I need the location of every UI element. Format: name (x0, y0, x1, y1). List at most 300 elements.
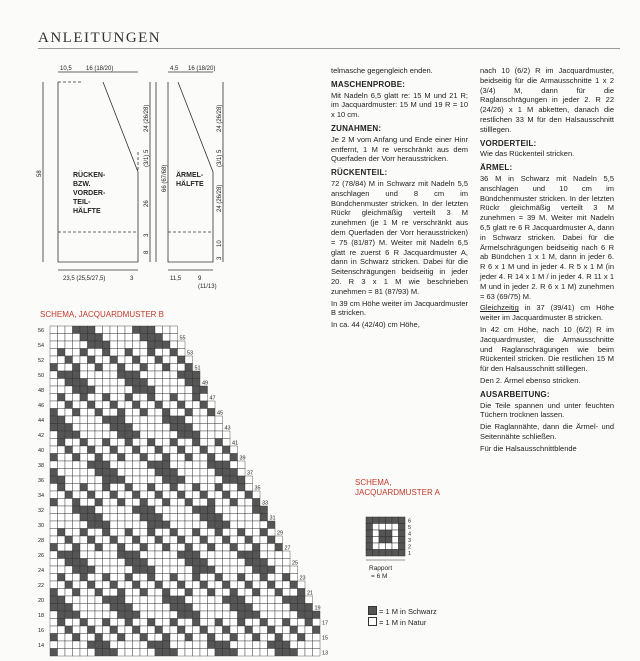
chart-b-cell (73, 649, 81, 657)
chart-b-cell (110, 461, 118, 469)
chart-b-cell (140, 409, 148, 417)
chart-b-cell (193, 551, 201, 559)
chart-b-cell (58, 566, 66, 574)
chart-b-cell (170, 499, 178, 507)
sleeve-bottom-dim-3: (11/13) (198, 284, 217, 290)
chart-b-cell (230, 544, 238, 552)
chart-b-cell (215, 461, 223, 469)
chart-b-cell (208, 589, 216, 597)
chart-b-cell (155, 356, 163, 364)
chart-b-cell (58, 371, 66, 379)
chart-b-cell (95, 499, 103, 507)
chart-b-cell (223, 476, 231, 484)
chart-b-row-label-right: 43 (224, 425, 231, 432)
chart-b-cell (140, 634, 148, 642)
chart-b-cell (283, 589, 291, 597)
chart-b-cell (268, 559, 276, 567)
chart-b-cell (170, 559, 178, 567)
instructions-column-1 (331, 66, 468, 332)
chart-b-cell (65, 484, 73, 492)
chart-b-cell (95, 566, 103, 574)
chart-b-cell (110, 484, 118, 492)
chart-b-cell (118, 364, 126, 372)
chart-b-cell (193, 514, 201, 522)
chart-b-cell (148, 611, 156, 619)
chart-a-cell (386, 543, 393, 550)
chart-b-cell (178, 641, 186, 649)
chart-b-cell (125, 596, 133, 604)
chart-b-cell (193, 559, 201, 567)
chart-b-cell (110, 514, 118, 522)
chart-b-cell (200, 469, 208, 477)
chart-b-cell (58, 416, 66, 424)
chart-b-cell (110, 469, 118, 477)
chart-b-cell (185, 424, 193, 432)
sleeve-height-seg-5: 3 (217, 256, 223, 260)
chart-b-cell (223, 604, 231, 612)
chart-b-cell (58, 394, 66, 402)
chart-b-cell (65, 326, 73, 334)
chart-b-cell (178, 521, 186, 529)
chart-b-row-label-left: 18 (38, 613, 45, 619)
chart-b-cell (50, 371, 58, 379)
chart-b-cell (65, 604, 73, 612)
chart-b-cell (65, 394, 73, 402)
chart-b-cell (178, 364, 186, 372)
chart-b-cell (253, 634, 261, 642)
chart-b-cell (163, 349, 171, 357)
chart-b-cell (140, 364, 148, 372)
chart-b-cell (245, 559, 253, 567)
chart-b-cell (208, 416, 216, 424)
chart-b-cell (185, 469, 193, 477)
chart-b-cell (110, 431, 118, 439)
chart-b-cell (245, 521, 253, 529)
chart-b-cell (65, 386, 73, 394)
chart-b-cell (185, 529, 193, 537)
chart-b-cell (155, 506, 163, 514)
chart-b-cell (125, 454, 133, 462)
chart-b-cell (95, 596, 103, 604)
chart-b-cell (148, 544, 156, 552)
chart-b-cell (110, 341, 118, 349)
chart-b-cell (58, 521, 66, 529)
chart-b-cell (125, 379, 133, 387)
chart-a-cell (399, 524, 406, 531)
chart-b-cell (125, 394, 133, 402)
chart-b-cell (148, 641, 156, 649)
chart-b-cell (118, 559, 126, 567)
chart-b-cell (103, 334, 111, 342)
chart-b-cell (200, 424, 208, 432)
chart-b-cell (80, 454, 88, 462)
chart-b-cell (268, 566, 276, 574)
chart-b-cell (110, 379, 118, 387)
chart-b-cell (178, 596, 186, 604)
chart-b-cell (73, 491, 81, 499)
chart-b-cell (65, 499, 73, 507)
chart-b-cell (110, 446, 118, 454)
chart-b-cell (58, 589, 66, 597)
chart-b-cell (208, 566, 216, 574)
chart-b-cell (245, 589, 253, 597)
chart-b-cell (103, 364, 111, 372)
chart-b-cell (238, 499, 246, 507)
rueckenteil-text-3: In ca. 44 (42/40) cm Höhe, (331, 320, 420, 330)
chart-b-cell (200, 551, 208, 559)
chart-b-cell (208, 649, 216, 657)
chart-b-cell (185, 431, 193, 439)
chart-b-cell (215, 604, 223, 612)
chart-b-cell (155, 491, 163, 499)
chart-b-cell (133, 431, 141, 439)
chart-a-cell (373, 530, 380, 537)
sleeve-label-1: ÄRMEL- (176, 172, 204, 179)
chart-b-cell (178, 379, 186, 387)
chart-b-row-label-right: 17 (322, 620, 329, 627)
chart-b-cell (215, 484, 223, 492)
chart-b-cell (118, 589, 126, 597)
chart-b-cell (110, 364, 118, 372)
chart-b-cell (193, 649, 201, 657)
chart-b-cell (283, 574, 291, 582)
chart-b-cell (223, 649, 231, 657)
chart-b-cell (95, 649, 103, 657)
chart-b-cell (110, 551, 118, 559)
chart-b-cell (80, 529, 88, 537)
chart-b-cell (170, 371, 178, 379)
chart-b-cell (253, 551, 261, 559)
chart-b-cell (178, 514, 186, 522)
chart-b-cell (140, 341, 148, 349)
chart-b-cell (58, 649, 66, 657)
col2-intro: nach 10 (6/2) R im Jacquardmuster, beidseitig für die Armausschnitte 1 x 2 (3/4) M, dann für die Raglanschrägungen in jeder 2. R 22 (24/26) x 1 M abketten, danach die restlichen 33 M für den Halsausschnitt stilllegen. (480, 66, 614, 134)
chart-b-cell (125, 566, 133, 574)
chart-b-cell (223, 491, 231, 499)
chart-a-cell (386, 524, 393, 531)
chart-b-cell (80, 334, 88, 342)
chart-b-cell (185, 371, 193, 379)
chart-b-cell (298, 634, 306, 642)
chart-b-cell (95, 641, 103, 649)
chart-b-cell (73, 409, 81, 417)
chart-b-cell (193, 431, 201, 439)
chart-b-row-label-left: 36 (38, 478, 45, 484)
chart-b-row-label-left: 56 (38, 328, 45, 334)
chart-a-cell (373, 550, 380, 557)
chart-b-cell (140, 611, 148, 619)
chart-b-cell (110, 566, 118, 574)
chart-b-cell (148, 364, 156, 372)
chart-b-cell (185, 356, 193, 364)
chart-b-cell (245, 604, 253, 612)
chart-b-cell (95, 386, 103, 394)
chart-b-cell (155, 596, 163, 604)
chart-b-cell (118, 401, 126, 409)
chart-b-cell (170, 589, 178, 597)
chart-b-cell (118, 506, 126, 514)
chart-b-cell (178, 341, 186, 349)
chart-b-cell (193, 409, 201, 417)
chart-b-cell (178, 484, 186, 492)
chart-b-cell (178, 611, 186, 619)
chart-b-cell (193, 469, 201, 477)
chart-a-cell (379, 530, 386, 537)
chart-b-cell (170, 536, 178, 544)
chart-b-cell (260, 604, 268, 612)
chart-b-cell (133, 454, 141, 462)
chart-b-cell (65, 581, 73, 589)
chart-b-cell (305, 604, 313, 612)
chart-b-cell (193, 461, 201, 469)
chart-b-cell (133, 349, 141, 357)
chart-b-cell (133, 341, 141, 349)
chart-a-cell (392, 530, 399, 537)
chart-b-cell (73, 326, 81, 334)
chart-b-row-label-right: 21 (307, 590, 314, 597)
chart-b-cell (88, 604, 96, 612)
chart-b-cell (148, 424, 156, 432)
chart-b-cell (88, 559, 96, 567)
chart-b-cell (193, 424, 201, 432)
chart-b-cell (245, 484, 253, 492)
chart-b-cell (140, 619, 148, 627)
chart-b-cell (155, 439, 163, 447)
chart-b-cell (178, 529, 186, 537)
chart-b-cell (118, 514, 126, 522)
chart-b-cell (50, 544, 58, 552)
chart-b-cell (193, 416, 201, 424)
chart-b-cell (200, 604, 208, 612)
chart-b-cell (140, 379, 148, 387)
chart-b-cell (163, 364, 171, 372)
chart-b-row-label-left: 44 (38, 418, 45, 424)
chart-b-cell (200, 491, 208, 499)
chart-b-cell (110, 559, 118, 567)
chart-b-cell (133, 649, 141, 657)
chart-b-cell (110, 394, 118, 402)
chart-b-cell (88, 626, 96, 634)
chart-a-title (355, 478, 440, 498)
chart-b-cell (73, 431, 81, 439)
header-rule (38, 48, 620, 49)
chart-b-cell (103, 386, 111, 394)
chart-b-cell (103, 536, 111, 544)
chart-b-cell (80, 604, 88, 612)
chart-b-cell (260, 544, 268, 552)
chart-b-cell (178, 416, 186, 424)
jacquard-chart-b (38, 322, 338, 661)
chart-b-cell (73, 506, 81, 514)
chart-b-cell (140, 349, 148, 357)
chart-b-cell (208, 499, 216, 507)
chart-b-cell (73, 439, 81, 447)
chart-b-cell (178, 544, 186, 552)
chart-b-cell (155, 409, 163, 417)
chart-b-cell (260, 581, 268, 589)
chart-b-cell (125, 619, 133, 627)
chart-b-cell (260, 566, 268, 574)
chart-b-cell (253, 514, 261, 522)
chart-b-cell (50, 431, 58, 439)
chart-b-cell (88, 506, 96, 514)
chart-b-cell (298, 604, 306, 612)
chart-b-cell (50, 394, 58, 402)
chart-b-cell (58, 641, 66, 649)
chart-b-cell (65, 379, 73, 387)
chart-b-cell (245, 506, 253, 514)
chart-b-cell (185, 641, 193, 649)
chart-b-cell (88, 491, 96, 499)
chart-b-cell (88, 446, 96, 454)
chart-b-cell (185, 409, 193, 417)
chart-b-cell (245, 596, 253, 604)
chart-b-cell (298, 611, 306, 619)
chart-b-cell (155, 529, 163, 537)
chart-b-cell (73, 424, 81, 432)
chart-b-cell (110, 506, 118, 514)
chart-b-row-label-left: 32 (38, 508, 45, 514)
chart-b-cell (155, 446, 163, 454)
chart-b-cell (230, 491, 238, 499)
chart-b-cell (178, 634, 186, 642)
chart-b-cell (223, 626, 231, 634)
chart-b-cell (140, 476, 148, 484)
chart-b-cell (223, 514, 231, 522)
chart-b-cell (140, 521, 148, 529)
chart-b-cell (103, 634, 111, 642)
chart-b-cell (185, 401, 193, 409)
chart-b-cell (178, 566, 186, 574)
chart-b-cell (50, 499, 58, 507)
chart-b-cell (140, 626, 148, 634)
chart-b-cell (163, 386, 171, 394)
chart-b-cell (133, 409, 141, 417)
chart-b-cell (200, 574, 208, 582)
chart-b-cell (223, 461, 231, 469)
chart-b-cell (170, 364, 178, 372)
chart-b-cell (193, 491, 201, 499)
chart-b-cell (80, 349, 88, 357)
chart-b-cell (215, 476, 223, 484)
chart-b-cell (200, 596, 208, 604)
chart-b-cell (193, 596, 201, 604)
chart-b-cell (155, 334, 163, 342)
aermel-text-2 (480, 303, 614, 323)
chart-b-cell (163, 649, 171, 657)
chart-b-cell (95, 536, 103, 544)
chart-b-cell (110, 536, 118, 544)
chart-b-cell (260, 611, 268, 619)
chart-b-cell (170, 326, 178, 334)
chart-b-cell (268, 521, 276, 529)
chart-b-row-label-right: 13 (322, 650, 329, 657)
chart-b-cell (193, 604, 201, 612)
chart-b-cell (65, 401, 73, 409)
ausarbeitung-text-3: Für die Halsausschnittblende (480, 443, 577, 453)
garment-schematic (38, 62, 328, 292)
chart-b-cell (65, 416, 73, 424)
chart-b-cell (140, 491, 148, 499)
chart-b-cell (110, 626, 118, 634)
chart-b-cell (125, 364, 133, 372)
chart-b-cell (283, 611, 291, 619)
chart-b-cell (110, 589, 118, 597)
chart-b-cell (118, 356, 126, 364)
chart-b-cell (140, 649, 148, 657)
chart-a-cell (366, 524, 373, 531)
chart-b-cell (148, 551, 156, 559)
chart-b-cell (163, 394, 171, 402)
legend-dark-label: = 1 M in Schwarz (379, 607, 437, 616)
chart-b-cell (103, 379, 111, 387)
chart-b-cell (110, 476, 118, 484)
chart-b-cell (275, 649, 283, 657)
chart-b-cell (103, 476, 111, 484)
chart-b-cell (80, 521, 88, 529)
chart-b-cell (118, 596, 126, 604)
chart-b-cell (103, 371, 111, 379)
chart-b-cell (223, 454, 231, 462)
chart-b-cell (245, 499, 253, 507)
chart-b-cell (290, 641, 298, 649)
chart-b-cell (223, 469, 231, 477)
chart-b-cell (155, 536, 163, 544)
chart-b-cell (88, 574, 96, 582)
chart-a-cell (373, 543, 380, 550)
intro-text: telmasche gegengleich enden. (331, 66, 433, 75)
chart-b-cell (170, 581, 178, 589)
chart-b-cell (283, 581, 291, 589)
chart-b-cell (73, 469, 81, 477)
chart-b-cell (170, 416, 178, 424)
chart-legend (368, 606, 437, 628)
chart-b-cell (178, 581, 186, 589)
chart-b-cell (73, 581, 81, 589)
chart-b-cell (118, 566, 126, 574)
chart-b-cell (65, 529, 73, 537)
chart-b-cell (163, 559, 171, 567)
chart-b-cell (230, 454, 238, 462)
chart-b-cell (148, 401, 156, 409)
chart-b-cell (155, 611, 163, 619)
chart-b-cell (245, 476, 253, 484)
chart-b-cell (140, 574, 148, 582)
chart-b-cell (170, 521, 178, 529)
chart-b-cell (50, 536, 58, 544)
chart-b-cell (88, 544, 96, 552)
body-label-4: TEIL- (73, 199, 91, 206)
chart-b-cell (155, 476, 163, 484)
chart-b-cell (178, 626, 186, 634)
chart-b-cell (88, 566, 96, 574)
chart-b-cell (185, 454, 193, 462)
chart-b-cell (133, 574, 141, 582)
chart-b-cell (245, 536, 253, 544)
chart-b-cell (238, 521, 246, 529)
chart-b-cell (95, 581, 103, 589)
chart-b-cell (80, 461, 88, 469)
chart-b-cell (253, 619, 261, 627)
chart-b-cell (133, 364, 141, 372)
chart-a-cell (386, 537, 393, 544)
chart-b-cell (223, 536, 231, 544)
chart-b-cell (230, 604, 238, 612)
chart-b-cell (313, 634, 321, 642)
chart-b-cell (95, 529, 103, 537)
chart-b-cell (88, 641, 96, 649)
chart-b-row-label-left: 22 (38, 583, 45, 589)
